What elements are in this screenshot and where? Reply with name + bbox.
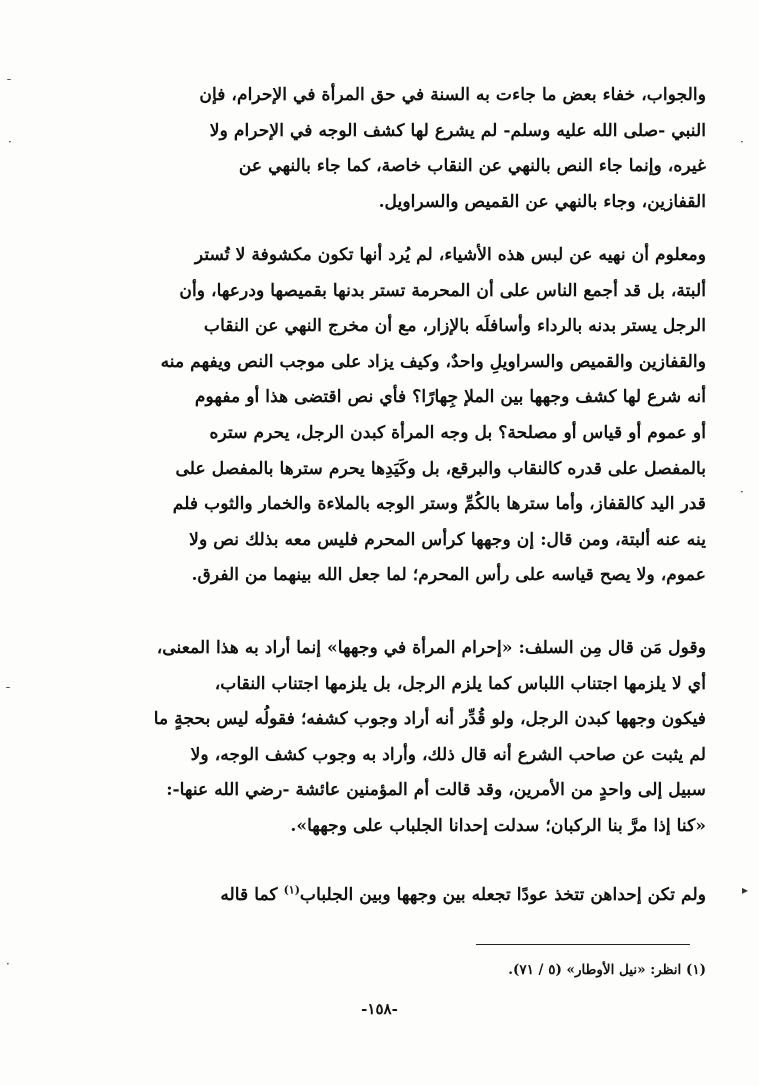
text-line (86, 878, 706, 914)
page-number: -١٥٨- (361, 1000, 398, 1018)
margin-speck: · (8, 135, 12, 149)
paragraph-1 (86, 78, 706, 220)
text-line: وقول مَن قال مِن السلف: «إحرام المرأة في وجهها» إنما أراد به هذا المعنى، (156, 638, 706, 658)
footnote-reference[interactable]: (١) (283, 883, 300, 897)
margin-speck: · (740, 485, 744, 499)
text-fragment: كما قاله (220, 885, 284, 905)
text-line: عموم، ولا يصح قياسه على رأس المحرم؛ لما جعل الله بينهما من الفرق. (191, 565, 706, 586)
margin-speck: · (740, 135, 744, 149)
text-line: والقفازين والقميص والسراويلِ واحدٌ، وكيف يزاد على موجب النص ويفهم منه (160, 351, 706, 372)
paragraph-3 (86, 631, 706, 845)
text-line: ومعلوم أن نهيه عن لبس هذه الأشياء، لم يُرد أنها تكون مكشوفة لا تُستر (194, 245, 706, 265)
footnote: (١) انظر: «نيل الأوطار» (٥ / ٧١). (508, 962, 706, 978)
text-line: «كنا إذا مرَّ بنا الركبان؛ سدلت إحدانا الجلباب على وجهها». (290, 815, 706, 836)
text-line: فيكون وجهها كبدن الرجل، ولو قُدِّر أنه أراد وجوب كشفه؛ فقولُه ليس بحجةٍ ما (153, 709, 706, 730)
footnote-divider (476, 944, 690, 945)
text-line: ينه عنه ألبتة، ومن قال: إن وجهها كرأس المحرم فليس معه بذلك نص ولا (189, 529, 706, 550)
text-line: القفازين، وجاء بالنهي عن القميص والسراويل. (378, 191, 706, 212)
text-line: قدر اليد كالقفاز، وأما سترها بالكُمِّ وستر الوجه بالملاءة والخمار والثوب فلم (172, 494, 706, 515)
text-line: أو عموم أو قياس أو مصلحة؟ بل وجه المرأة كبدن الرجل، يحرم ستره (209, 422, 706, 443)
margin-speck: ▸ (742, 883, 749, 897)
text-line: سبيل إلى واحدٍ من الأمرين، وقد قالت أم المؤمنين عائشة -رضي الله عنها-: (166, 780, 706, 801)
text-line: أنه شرع لها كشف وجهها بين الملإ جِهارًا؟ فأي نص اقتضى هذا أو مفهوم (194, 387, 706, 408)
margin-speck: ˉ (6, 77, 12, 91)
paragraph-4 (86, 878, 706, 914)
paragraph-2 (86, 238, 706, 594)
text-line: الرجل يستر بدنه بالرداء وأسافلَه بالإزار، مع أن مخرج النهي عن النقاب (203, 316, 706, 337)
margin-speck: · (6, 957, 10, 971)
text-fragment: ولم تكن إحداهن تتخذ عودًا تجعله بين وجهها وبين الجلباب (299, 885, 706, 905)
text-line: النبي -صلى الله عليه وسلم- لم يشرع لها كشف الوجه في الإحرام ولا (209, 120, 706, 141)
margin-speck: ˉ (5, 685, 11, 699)
text-line: بالمفصل على قدره كالنقاب والبرقع، بل وكَيَدِها يحرم سترها بالمفصل على (175, 458, 706, 479)
text-line: والجواب، خفاء بعض ما جاءت به السنة في حق المرأة في الإحرام، فإن (199, 85, 706, 105)
text-line: أي لا يلزمها اجتناب اللباس كما يلزم الرجل، بل يلزمها اجتناب النقاب، (214, 673, 706, 694)
text-line: ألبتة، بل قد أجمع الناس على أن المحرمة تستر بدنها بقميصها ودرعها، وأن (179, 280, 706, 301)
text-line: لم يثبت عن صاحب الشرع أنه قال ذلك، وأراد به وجوب كشف الوجه، ولا (190, 744, 706, 765)
text-line: غيره، وإنما جاء النص بالنهي عن النقاب خاصة، كما جاء بالنهي عن (238, 156, 706, 177)
